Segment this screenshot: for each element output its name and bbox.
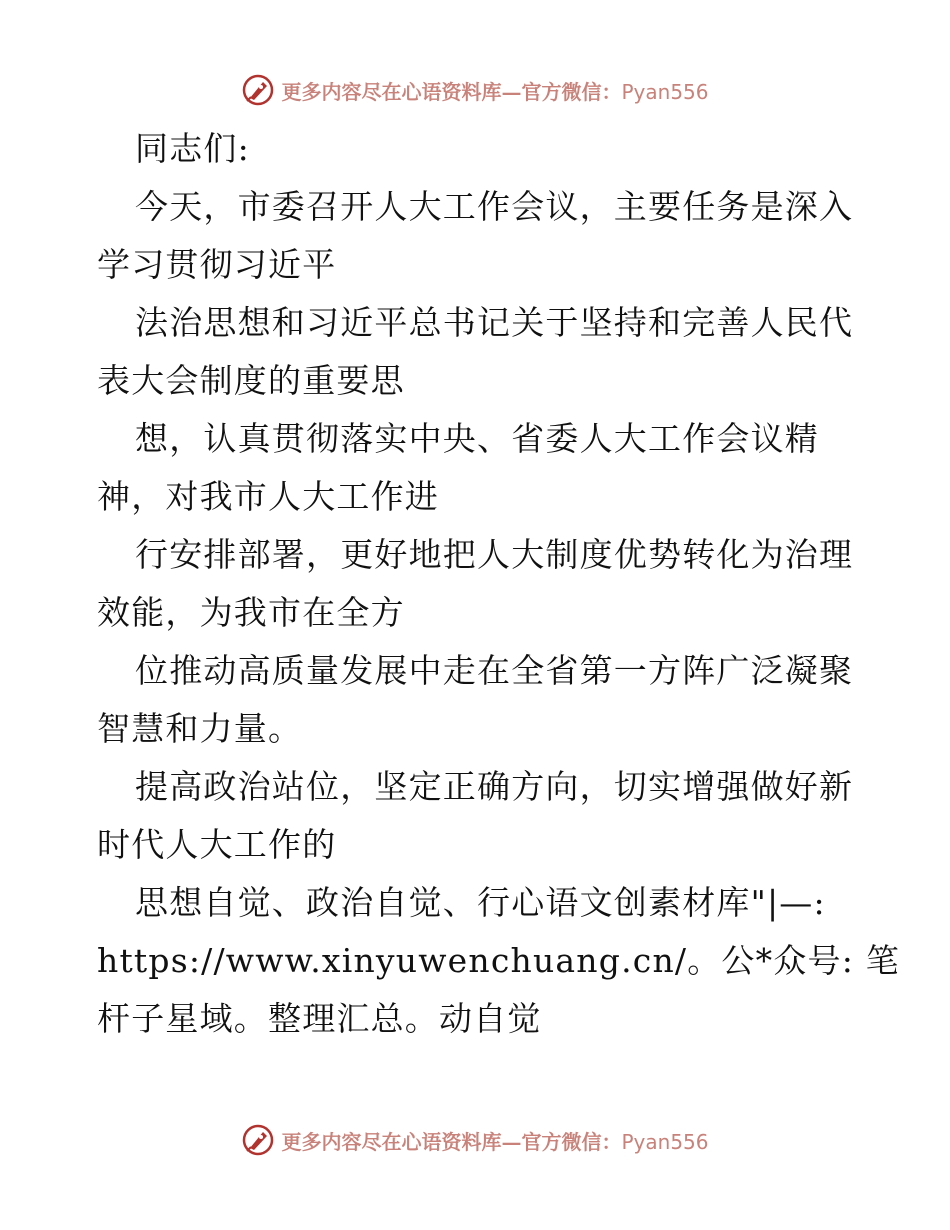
paragraph-line: 位推动高质量发展中走在全省第一方阵广泛凝聚 xyxy=(135,651,854,690)
watermark-label: 更多内容尽在心语资料库—官方微信： xyxy=(281,79,622,104)
paragraph-line: 杆子星域。整理汇总。动自觉 xyxy=(97,999,542,1038)
paragraph-line: 智慧和力量。 xyxy=(97,709,303,748)
paragraph-line: 行安排部署，更好地把人大制度优势转化为治理 xyxy=(135,535,854,574)
paragraph-line: 思想自觉、政治自觉、行心语文创素材库"|—: xyxy=(135,883,826,922)
watermark-text xyxy=(281,1126,708,1155)
paragraph-line: 法治思想和习近平总书记关于坚持和完善人民代 xyxy=(135,303,854,342)
watermark-label: 更多内容尽在心语资料库—官方微信： xyxy=(281,1129,622,1154)
document-body xyxy=(97,120,900,1048)
paragraph-line: 想，认真贯彻落实中央、省委人大工作会议精 xyxy=(135,419,819,458)
watermark-wechat-id: Pyan556 xyxy=(621,1129,709,1154)
paragraph-line: 神，对我市人大工作进 xyxy=(97,477,439,516)
paragraph-line: 同志们: xyxy=(135,129,250,168)
footer-watermark xyxy=(0,1122,950,1158)
paragraph-line: 时代人大工作的 xyxy=(97,825,337,864)
pen-nib-seal-icon xyxy=(241,1123,275,1157)
pen-nib-seal-icon xyxy=(241,73,275,107)
watermark-text xyxy=(281,76,708,105)
header-watermark xyxy=(0,72,950,108)
paragraph-line: 学习贯彻习近平 xyxy=(97,245,337,284)
paragraph-line: 今天，市委召开人大工作会议，主要任务是深入 xyxy=(135,187,854,226)
paragraph-line: 表大会制度的重要思 xyxy=(97,361,405,400)
paragraph-line: 提高政治站位，坚定正确方向，切实增强做好新 xyxy=(135,767,854,806)
watermark-wechat-id: Pyan556 xyxy=(621,79,709,104)
paragraph-line: https://www.xinyuwenchuang.cn/。公*众号: 笔 xyxy=(97,941,900,980)
paragraph-line: 效能，为我市在全方 xyxy=(97,593,405,632)
